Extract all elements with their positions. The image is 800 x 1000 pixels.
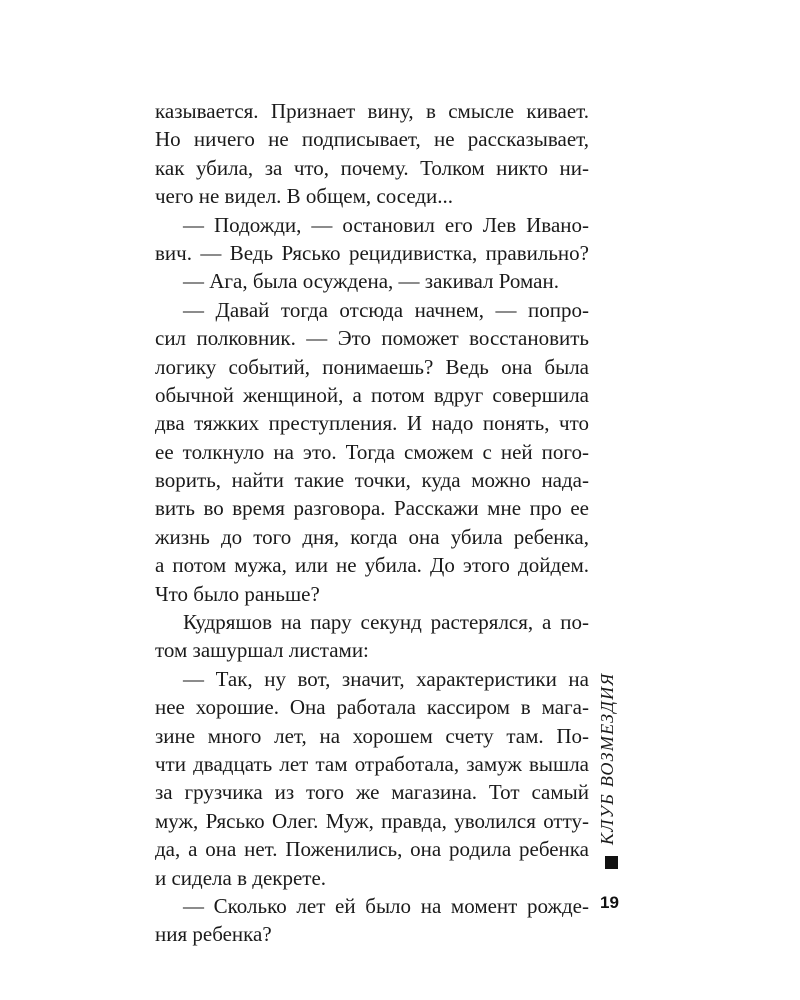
text-line: за грузчика из того же магазина. Тот самый bbox=[155, 780, 589, 805]
page-number: 19 bbox=[600, 893, 619, 912]
text-line: Что было раньше? bbox=[155, 581, 320, 606]
text-line: вич. — Ведь Рясько рецидивистка, правильно? bbox=[155, 240, 589, 265]
text-line: вить во время разговора. Расскажи мне про ее bbox=[155, 496, 589, 521]
body-text bbox=[155, 97, 589, 949]
text-line: логику событий, понимаешь? Ведь она была bbox=[155, 354, 589, 379]
text-line: два тяжких преступления. И надо понять, что bbox=[155, 411, 589, 436]
text-line: казывается. Признает вину, в смысле кивает. bbox=[155, 99, 589, 123]
text-line: ее толкнуло на это. Тогда сможем с ней пого- bbox=[155, 439, 589, 464]
text-line: Кудряшов на пару секунд растерялся, а по- bbox=[183, 610, 589, 635]
text-line: зине много лет, на хорошем счету там. По- bbox=[155, 723, 589, 748]
text-line: как убила, за что, почему. Толком никто ни- bbox=[155, 155, 589, 180]
text-line: — Так, ну вот, значит, характеристики на bbox=[183, 666, 589, 691]
text-line: а потом мужа, или не убила. До этого дойдем. bbox=[155, 553, 589, 578]
text-line: ворить, найти такие точки, куда можно нада- bbox=[155, 468, 589, 493]
running-title: КЛУБ ВОЗМЕЗДИЯ bbox=[597, 672, 617, 845]
text-line: том зашуршал листами: bbox=[155, 638, 369, 663]
text-line: муж, Рясько Олег. Муж, правда, уволился отту- bbox=[155, 808, 589, 833]
text-line: жизнь до того дня, когда она убила ребенка, bbox=[155, 524, 589, 549]
text-line: сил полковник. — Это поможет восстановить bbox=[155, 326, 589, 351]
text-line: нее хорошие. Она работала кассиром в мага- bbox=[155, 695, 589, 720]
text-line: чти двадцать лет там отработала, замуж вышла bbox=[155, 751, 589, 776]
text-line: Но ничего не подписывает, не рассказывает, bbox=[155, 127, 589, 152]
text-line: обычной женщиной, а потом вдруг совершила bbox=[155, 382, 589, 407]
text-line: — Ага, была осуждена, — закивал Роман. bbox=[183, 269, 559, 294]
text-line: — Давай тогда отсюда начнем, — попро- bbox=[183, 297, 589, 322]
text-line: и сидела в декрете. bbox=[155, 865, 327, 890]
text-line: да, а она нет. Поженились, она родила ребенка bbox=[155, 837, 589, 862]
text-line: — Подожди, — остановил его Лев Ивано- bbox=[183, 212, 589, 237]
text-line: чего не видел. В общем, соседи... bbox=[155, 184, 454, 209]
black-square-icon bbox=[605, 856, 618, 869]
text-line: ния ребенка? bbox=[155, 922, 272, 947]
text-line: — Сколько лет ей было на момент рожде- bbox=[183, 893, 589, 918]
